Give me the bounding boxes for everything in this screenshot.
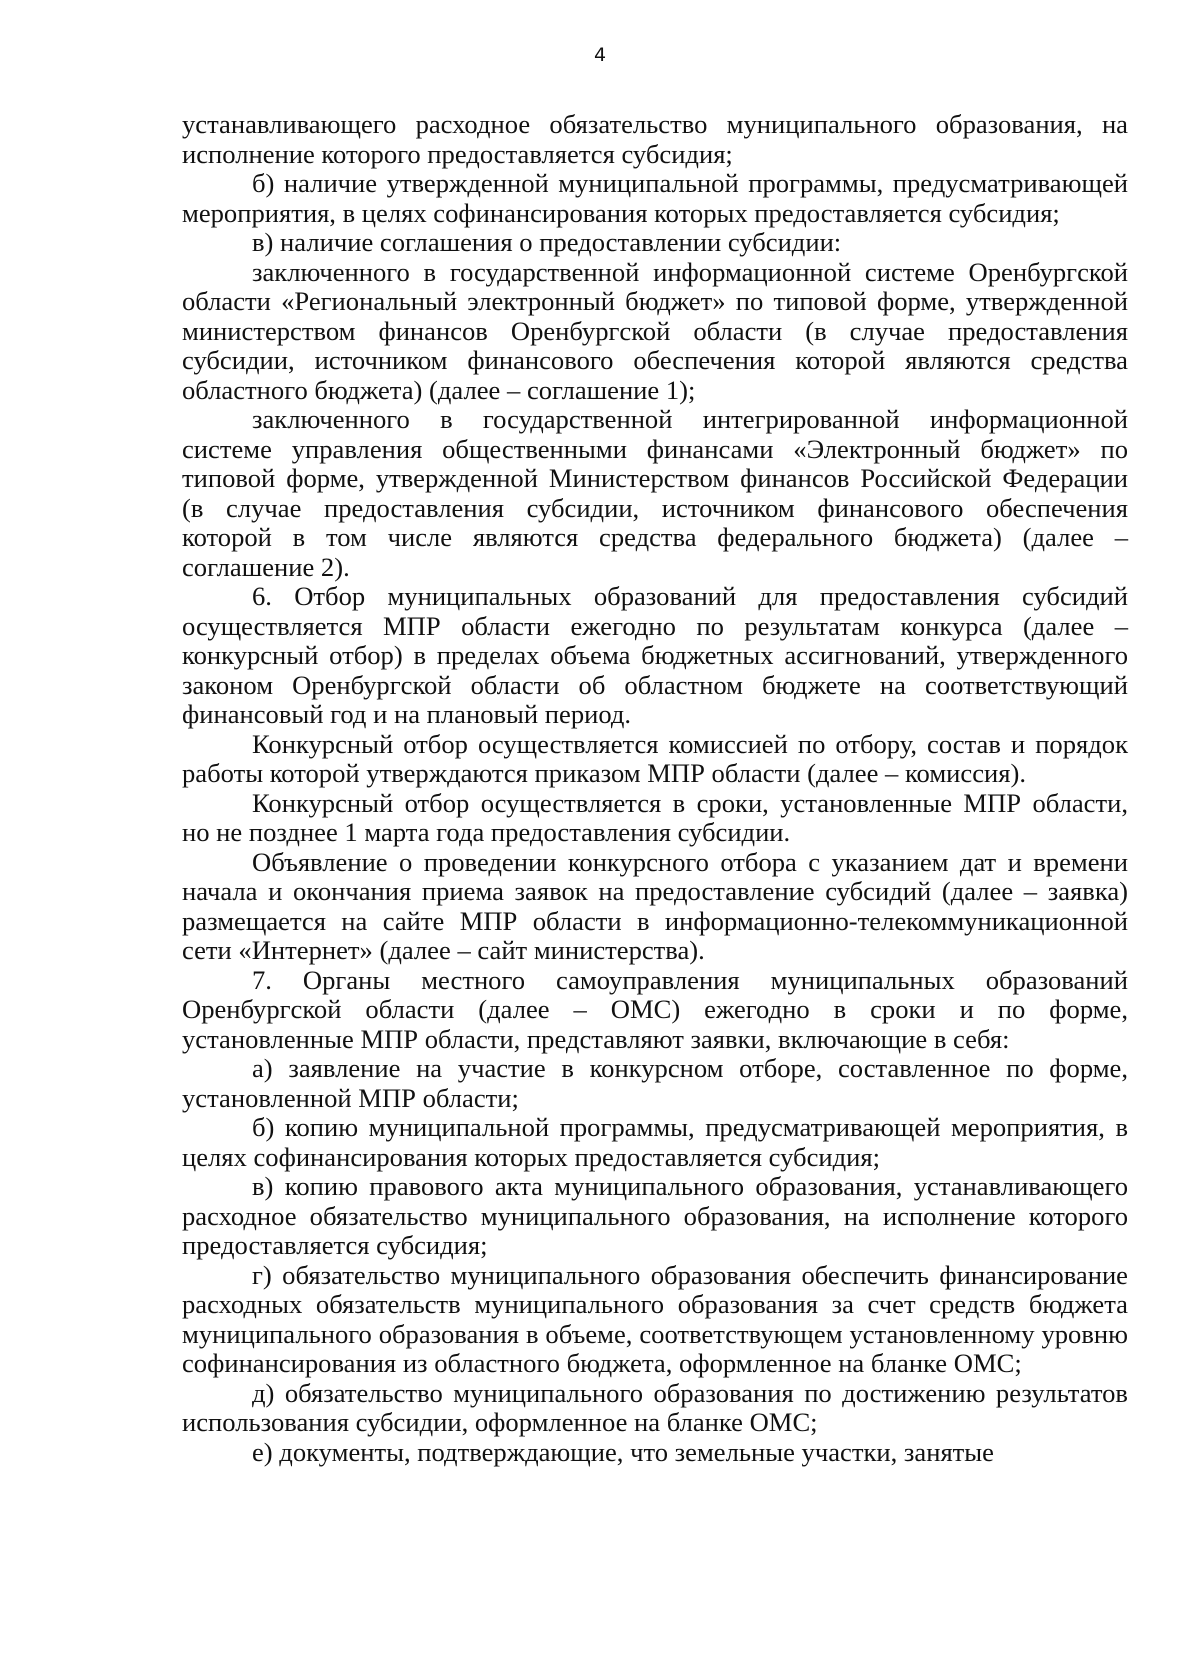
- paragraph-item-d: д) обязательство муниципального образования по достижению результатов использования субсидии, оформленное на бланке ОМС;: [182, 1377, 1128, 1437]
- paragraph-item-b: б) наличие утвержденной муниципальной программы, предусматривающей мероприятия, в целях софинансирования которых предоставляется субсидия;: [182, 168, 1128, 228]
- paragraph-item-v: в) наличие соглашения о предоставлении субсидии:: [252, 227, 842, 257]
- paragraph-agreement-2: заключенного в государственной интегрированной информационной системе управления общественными финансами «Электронный бюджет» по типовой форме, утвержденной Министерством финансов Российской Федерации (в случае предоставления субсидии, источником финансового обеспечения которой в том числе являются средства федерального бюджета) (далее – соглашение 2).: [182, 404, 1128, 582]
- paragraph-item-b-copy: б) копию муниципальной программы, предусматривающей мероприятия, в целях софинансирования которых предоставляется субсидия;: [182, 1112, 1128, 1172]
- document-body: [182, 110, 1128, 1467]
- paragraph-section-6: 6. Отбор муниципальных образований для предоставления субсидий осуществляется МПР области ежегодно по результатам конкурса (далее – конкурсный отбор) в пределах объема бюджетных ассигнований, утвержденного законом Оренбургской области об областном бюджете на соответствующий финансовый год и на плановый период.: [182, 581, 1128, 729]
- paragraph-item-g: г) обязательство муниципального образования обеспечить финансирование расходных обязательств муниципального образования за счет средств бюджета муниципального образования в объеме, соответствующем установленному уровню софинансирования из областного бюджета, оформленное на бланке ОМС;: [182, 1259, 1128, 1378]
- paragraph-continuation: устанавливающего расходное обязательство муниципального образования, на исполнение которого предоставляется субсидия;: [182, 109, 1128, 169]
- paragraph-commission: Конкурсный отбор осуществляется комиссией по отбору, состав и порядок работы которой утверждаются приказом МПР области (далее – комиссия).: [182, 728, 1128, 788]
- paragraph-deadline: Конкурсный отбор осуществляется в сроки, установленные МПР области, но не позднее 1 марта года предоставления субсидии.: [182, 787, 1128, 847]
- paragraph-item-e: е) документы, подтверждающие, что земельные участки, занятые: [252, 1436, 994, 1467]
- page-number: 4: [593, 44, 607, 66]
- paragraph-item-a: а) заявление на участие в конкурсном отборе, составленное по форме, установленной МПР области;: [182, 1053, 1128, 1113]
- paragraph-item-v-copy: в) копию правового акта муниципального образования, устанавливающего расходное обязательство муниципального образования, на исполнение которого предоставляется субсидия;: [182, 1171, 1128, 1260]
- paragraph-agreement-1: заключенного в государственной информационной системе Оренбургской области «Региональный электронный бюджет» по типовой форме, утвержденной министерством финансов Оренбургской области (в случае предоставления субсидии, источником финансового обеспечения которой являются средства областного бюджета) (далее – соглашение 1);: [182, 256, 1128, 405]
- paragraph-announcement: Объявление о проведении конкурсного отбора с указанием дат и времени начала и окончания приема заявок на предоставление субсидий (далее – заявка) размещается на сайте МПР области в информационно-телекоммуникационной сети «Интернет» (далее – сайт министерства).: [182, 846, 1128, 965]
- paragraph-section-7: 7. Органы местного самоуправления муниципальных образований Оренбургской области (далее – ОМС) ежегодно в сроки и по форме, установленные МПР области, представляют заявки, включающие в себя:: [182, 964, 1128, 1054]
